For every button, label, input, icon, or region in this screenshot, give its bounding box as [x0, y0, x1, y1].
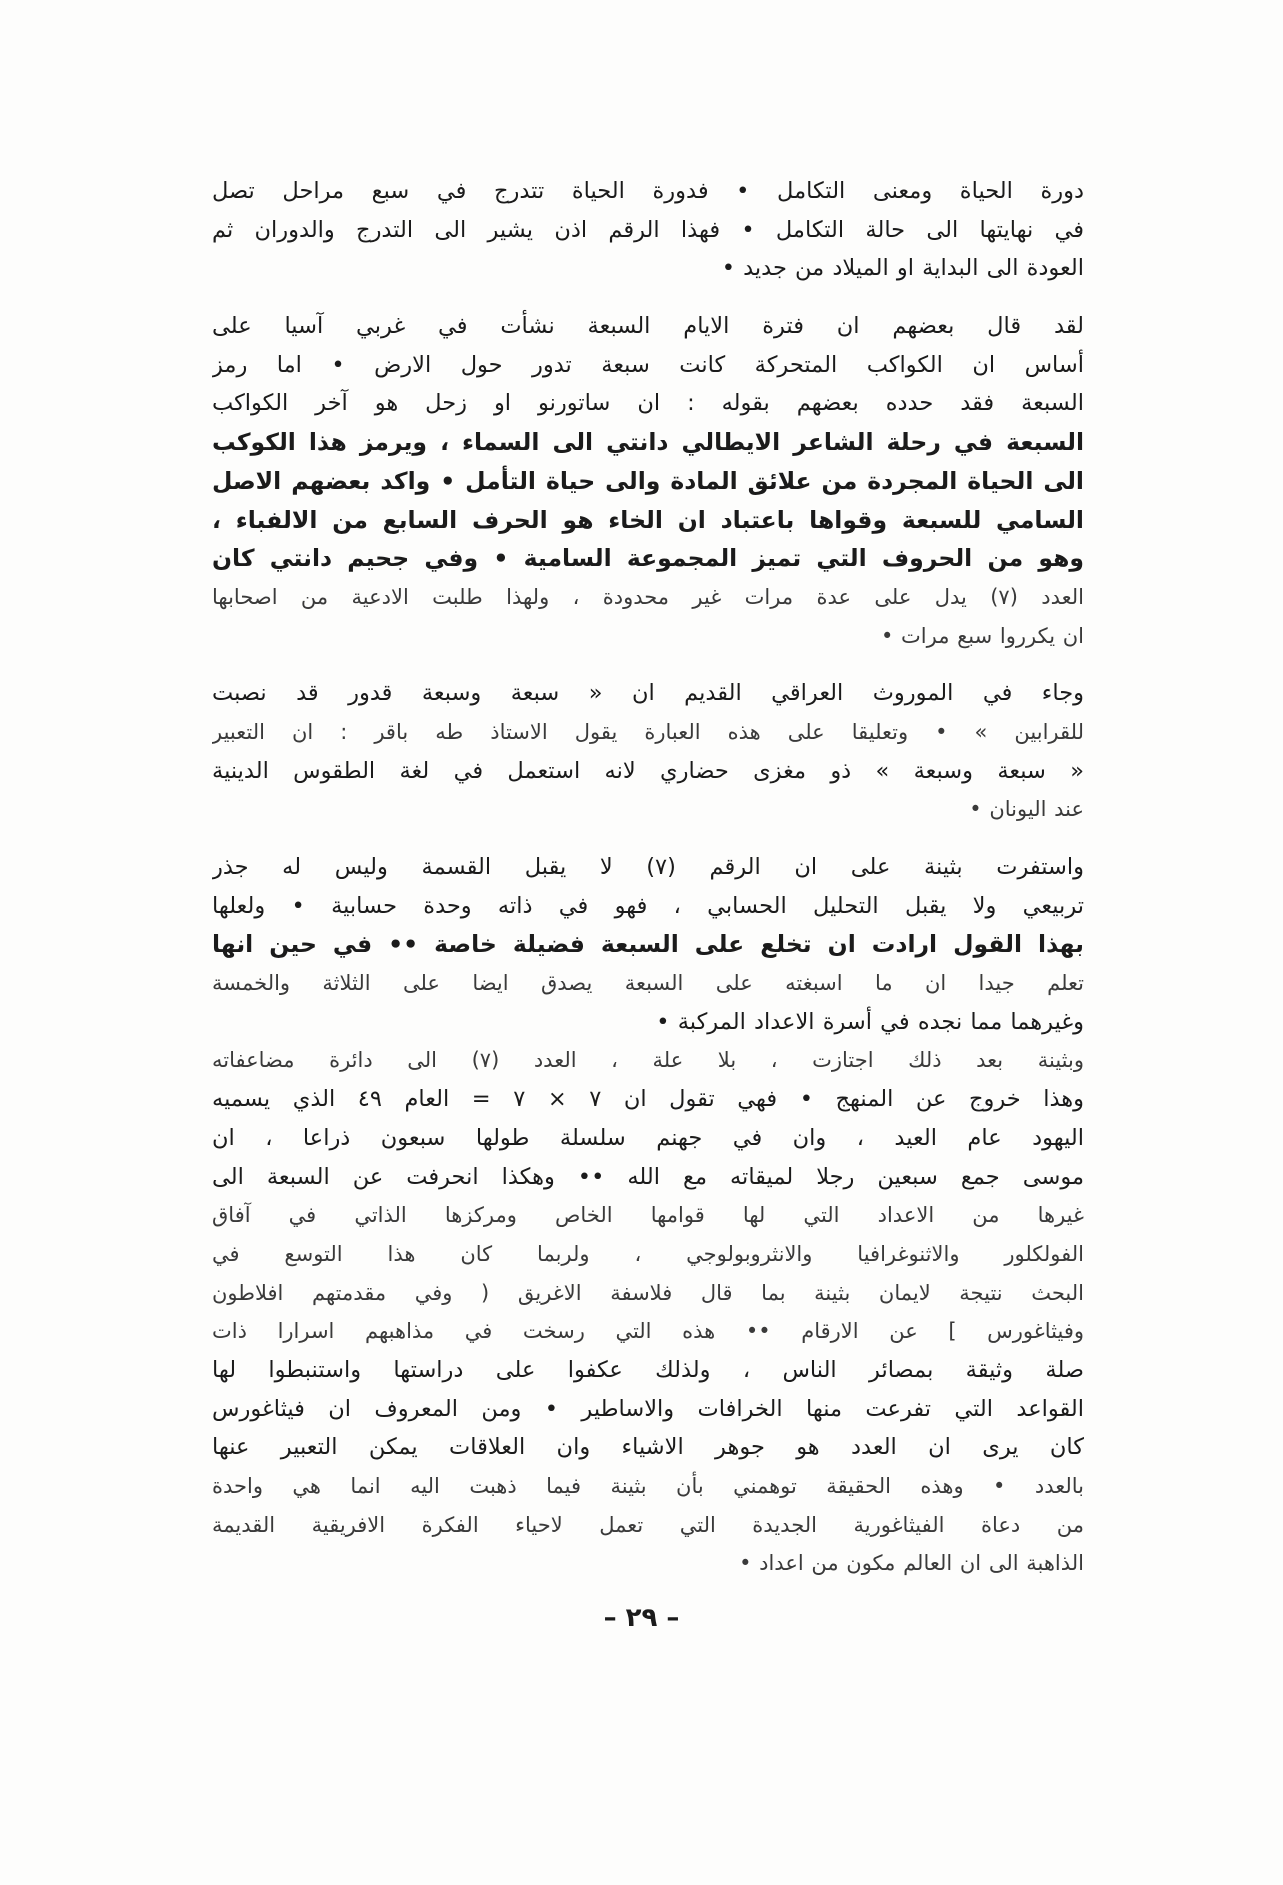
page-number: – ٢٩ – — [603, 1603, 680, 1633]
text-line: القواعد التي تفرعت منها الخرافات والاساطير • ومن المعروف ان فيثاغورس — [212, 1395, 1084, 1422]
text-line: تربيعي ولا يقبل التحليل الحسابي ، فهو في ذاته وحدة حسابية • ولعلها — [212, 892, 1084, 919]
text-line: الذاهبة الى ان العالم مكون من اعداد • — [739, 1551, 1084, 1576]
text-line: ان يكرروا سبع مرات • — [880, 623, 1084, 648]
text-line: عند اليونان • — [969, 797, 1084, 822]
text-line: السامي للسبعة وقواها باعتباد ان الخاء هو الحرف السابع من الالفباء ، — [212, 505, 1084, 534]
text-line: السبعة في رحلة الشاعر الايطالي دانتي الى السماء ، ويرمز هذا الكوكب — [212, 428, 1084, 457]
text-line: وبثينة بعد ذلك اجتازت ، بلا علة ، العدد (٧) الى دائرة مضاعفاته — [212, 1048, 1084, 1073]
paragraph — [212, 307, 1084, 655]
paragraph-gap — [212, 655, 1084, 674]
text-line: موسى جمع سبعين رجلا لميقاته مع الله •• وهكذا انحرفت عن السبعة الى — [212, 1163, 1084, 1190]
text-line: في نهايتها الى حالة التكامل • فهذا الرقم اذن يشير الى التدرج والدوران ثم — [212, 216, 1084, 243]
paragraph-gap — [212, 288, 1084, 307]
text-line: السبعة فقد حدده بعضهم بقوله : ان ساتورنو او زحل هو آخر الكواكب — [212, 390, 1084, 417]
text-line: وهذا خروج عن المنهج • فهي تقول ان ٧ × ٧ = العام ٤٩ الذي يسميه — [212, 1086, 1084, 1113]
text-line: بالعدد • وهذه الحقيقة توهمني بأن بثينة فيما ذهبت اليه انما هي واحدة — [212, 1474, 1084, 1498]
paragraph — [212, 848, 1084, 1583]
body-text — [212, 172, 1084, 1583]
text-line: من دعاة الفيثاغورية الجديدة التي تعمل لاحياء الفكرة الافريقية القديمة — [212, 1512, 1084, 1537]
text-line: لقد قال بعضهم ان فترة الايام السبعة نشأت في غربي آسيا على — [212, 313, 1084, 340]
text-line: أساس ان الكواكب المتحركة كانت سبعة تدور حول الارض • اما رمز — [212, 351, 1084, 378]
text-line: العدد (٧) يدل على عدة مرات غير محدودة ، ولهذا طلبت الادعية من اصحابها — [212, 584, 1084, 609]
paragraph-gap — [212, 829, 1084, 848]
text-line: « سبعة وسبعة » ذو مغزى حضاري لانه استعمل في لغة الطقوس الدينية — [212, 757, 1084, 784]
text-line: غيرها من الاعداد التي لها قوامها الخاص ومركزها الذاتي في آفاق — [212, 1203, 1084, 1228]
text-line: وغيرهما مما نجده في أسرة الاعداد المركبة • — [656, 1008, 1084, 1035]
text-line: تعلم جيدا ان ما اسبغته على السبعة يصدق ايضا على الثلاثة والخمسة — [212, 971, 1084, 996]
text-line: البحث نتيجة لايمان بثينة بما قال فلاسفة الاغريق ( وفي مقدمتهم افلاطون — [212, 1280, 1084, 1305]
text-line: وفيثاغورس ] عن الارقام •• هذه التي رسخت في مذاهبهم اسرارا ذات — [212, 1319, 1084, 1344]
text-line: الفولكلور والاثنوغرافيا والانثروبولوجي ، ولربما كان هذا التوسع في — [212, 1241, 1084, 1266]
text-line: وجاء في الموروث العراقي القديم ان « سبعة وسبعة قدور قد نصبت — [212, 680, 1084, 707]
text-line: العودة الى البداية او الميلاد من جديد • — [721, 255, 1084, 282]
text-line: دورة الحياة ومعنى التكامل • فدورة الحياة تتدرج في سبع مراحل تصل — [212, 178, 1084, 204]
text-line: بهذا القول ارادت ان تخلع على السبعة فضيلة خاصة •• في حين انها — [212, 930, 1084, 959]
paragraph — [212, 172, 1084, 288]
text-line: للقرابين » • وتعليقا على هذه العبارة يقول الاستاذ طه باقر : ان التعبير — [212, 719, 1084, 744]
text-line: اليهود عام العيد ، وان في جهنم سلسلة طولها سبعون ذراعا ، ان — [212, 1124, 1084, 1151]
paragraph — [212, 674, 1084, 829]
text-line: وهو من الحروف التي تميز المجموعة السامية • وفي جحيم دانتي كان — [212, 544, 1084, 573]
text-line: كان يرى ان العدد هو جوهر الاشياء وان العلاقات يمكن التعبير عنها — [212, 1434, 1084, 1461]
text-line: الى الحياة المجردة من علائق المادة والى حياة التأمل • واكد بعضهم الاصل — [212, 466, 1084, 495]
text-line: صلة وثيقة بمصائر الناس ، ولذلك عكفوا على دراستها واستنبطوا لها — [212, 1356, 1084, 1383]
text-line: واستفرت بثينة على ان الرقم (٧) لا يقبل القسمة وليس له جذر — [212, 854, 1084, 880]
